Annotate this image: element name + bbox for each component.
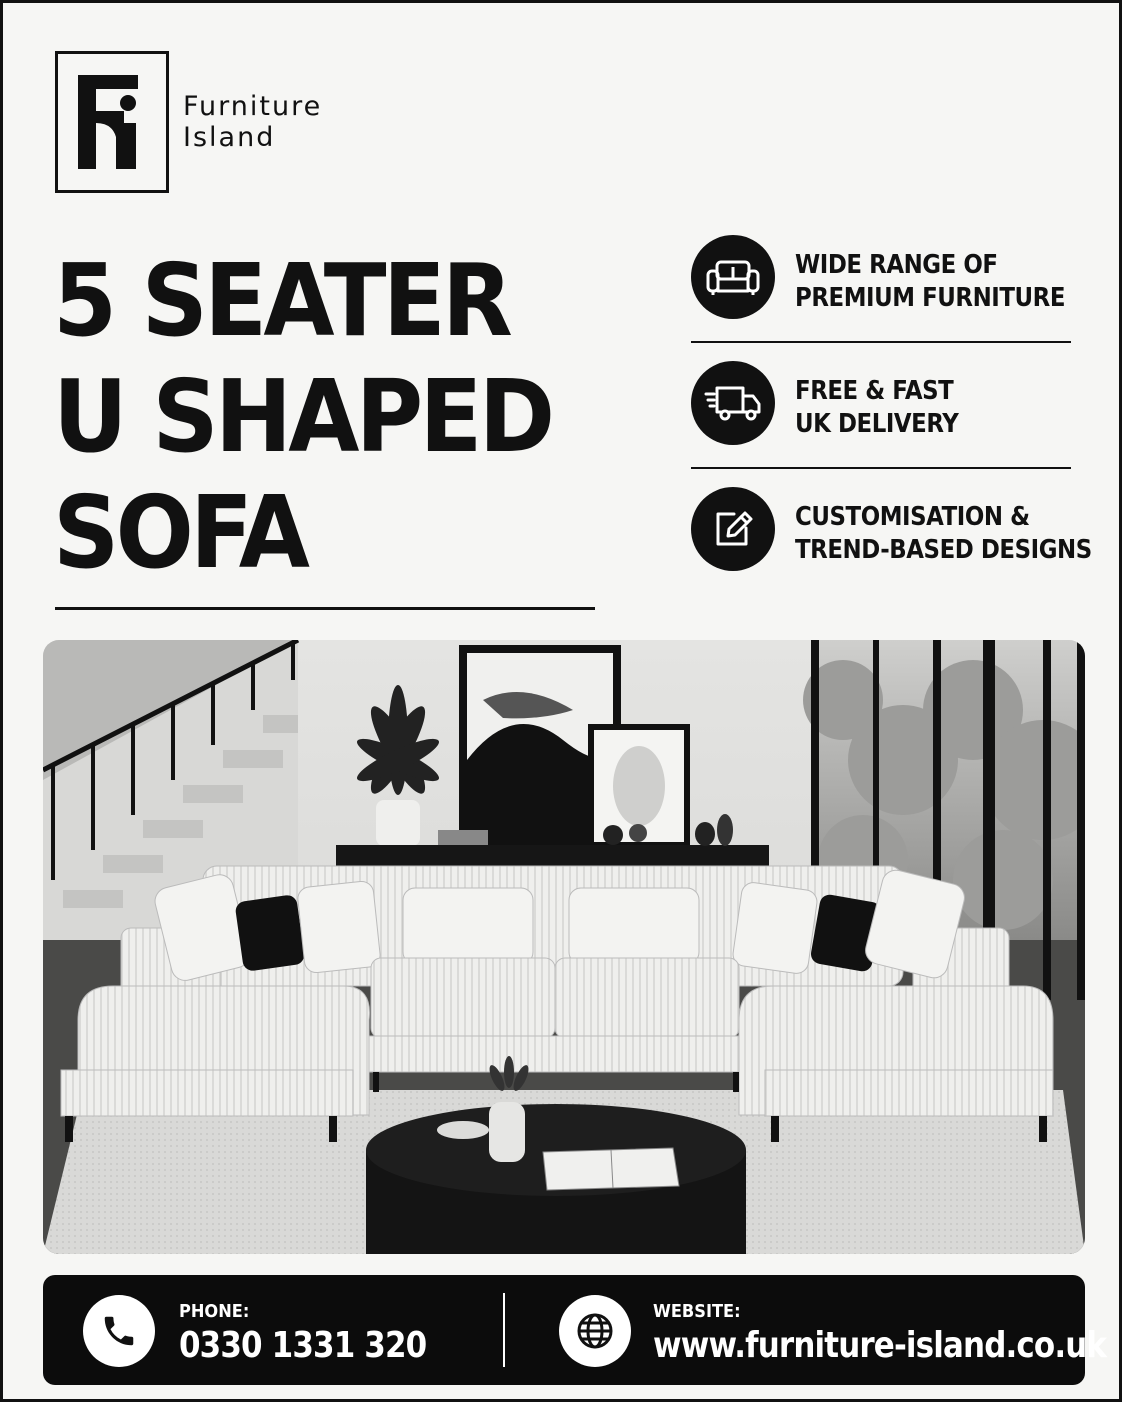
headline-line2: U SHAPED (53, 358, 552, 475)
headline-divider (55, 607, 595, 610)
feature-text-delivery (795, 375, 958, 441)
globe-icon (559, 1295, 631, 1367)
headline-line3: SOFA (53, 474, 307, 591)
feature-divider (691, 341, 1071, 343)
phone-number[interactable]: 0330 1331 320 (179, 1325, 427, 1366)
phone-icon (83, 1295, 155, 1367)
feature-delivery-line1: FREE & FAST (795, 376, 954, 406)
feature-range-line1: WIDE RANGE OF (795, 250, 998, 280)
feature-item-delivery (691, 361, 1071, 487)
feature-custom-line2: TREND-BASED DESIGNS (795, 535, 1092, 565)
feature-text-range (795, 249, 1065, 315)
sofa-photo (43, 640, 1085, 1254)
feature-item-custom (691, 487, 1092, 613)
feature-delivery-line2: UK DELIVERY (795, 409, 959, 439)
fi-monogram-icon (72, 67, 152, 177)
edit-pencil-icon (691, 487, 775, 571)
feature-range-line2: PREMIUM FURNITURE (795, 283, 1066, 313)
feature-custom-line1: CUSTOMISATION & (795, 502, 1030, 532)
brand-name-line1: Furniture (183, 91, 323, 122)
contact-divider (503, 1293, 505, 1367)
contact-bar (43, 1275, 1107, 1385)
website-label: WEBSITE: (653, 1301, 741, 1322)
phone-label: PHONE: (179, 1301, 250, 1322)
brand-name (183, 91, 322, 153)
sofa-icon (691, 235, 775, 319)
brand-name-line2: Island (183, 122, 276, 153)
delivery-truck-icon (691, 361, 775, 445)
website-link[interactable]: www.furniture-island.co.uk (653, 1325, 1107, 1366)
feature-text-custom (795, 501, 1092, 567)
feature-divider (691, 467, 1071, 469)
brand-logo (55, 51, 169, 193)
feature-item-range (691, 235, 1071, 361)
feature-list (691, 235, 1092, 613)
headline-line1: 5 SEATER (53, 242, 510, 359)
product-headline (53, 243, 568, 591)
